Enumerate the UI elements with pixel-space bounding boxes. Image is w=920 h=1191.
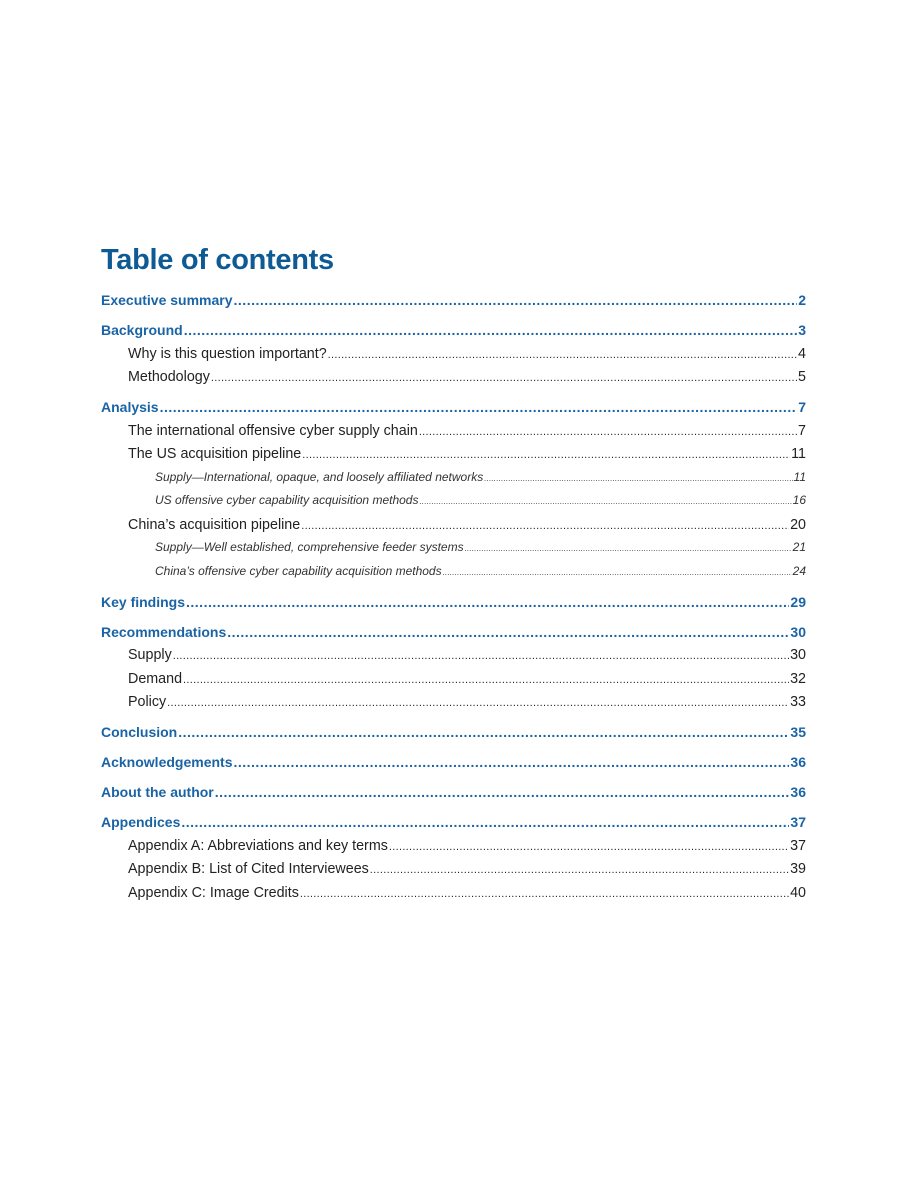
toc-entry-page-number: 37 <box>790 814 806 830</box>
toc-entry-page-number: 39 <box>790 861 806 877</box>
toc-entry[interactable] <box>101 322 806 346</box>
toc-entry[interactable] <box>101 423 806 447</box>
toc-entry[interactable] <box>101 724 806 748</box>
toc-entry[interactable] <box>101 838 806 862</box>
toc-entry-label: Appendix C: Image Credits <box>128 884 299 901</box>
toc-entry-label: Appendix B: List of Cited Interviewees <box>128 861 369 877</box>
toc-entry-label: China’s offensive cyber capability acquisition methods <box>155 563 442 578</box>
dot-leader <box>233 754 789 770</box>
toc-entry[interactable] <box>101 885 806 909</box>
table-of-contents <box>101 292 806 908</box>
dot-leader <box>302 449 790 461</box>
dot-leader <box>215 784 790 800</box>
toc-entry-label: Analysis <box>101 399 159 415</box>
page-title: Table of contents <box>101 244 334 276</box>
toc-entry-page-number: 36 <box>790 754 806 770</box>
toc-entry-page-number: 24 <box>792 563 806 578</box>
toc-entry-page-number: 11 <box>793 469 806 484</box>
toc-entry[interactable] <box>101 517 806 541</box>
toc-entry-label: Executive summary <box>101 292 233 308</box>
dot-leader <box>465 544 792 553</box>
toc-entry-label: Supply—International, opaque, and loosely affiliated networks <box>155 469 484 484</box>
toc-entry[interactable] <box>101 369 806 393</box>
toc-entry[interactable] <box>101 470 806 494</box>
toc-entry-label: Background <box>101 322 183 338</box>
toc-entry[interactable] <box>101 540 806 564</box>
toc-entry-label: The international offensive cyber supply chain <box>128 422 418 439</box>
toc-entry-label: US offensive cyber capability acquisition methods <box>155 493 419 507</box>
toc-entry[interactable] <box>101 861 806 885</box>
toc-entry-page-number: 37 <box>790 837 806 854</box>
dot-leader <box>301 520 789 532</box>
dot-leader <box>173 650 789 662</box>
toc-entry[interactable] <box>101 784 806 808</box>
toc-entry-label: Conclusion <box>101 724 178 740</box>
dot-leader <box>178 724 789 740</box>
toc-entry-page-number: 33 <box>790 694 806 710</box>
dot-leader <box>328 349 797 361</box>
toc-entry[interactable] <box>101 647 806 671</box>
toc-entry-label: Acknowledgements <box>101 754 233 770</box>
dot-leader <box>419 497 791 506</box>
toc-entry-label: Demand <box>128 670 183 687</box>
toc-entry-label: Supply—Well established, comprehensive feeder systems <box>155 540 464 554</box>
toc-entry[interactable] <box>101 671 806 695</box>
toc-entry-page-number: 21 <box>792 540 806 554</box>
toc-entry-label: The US acquisition pipeline <box>128 446 302 462</box>
toc-entry[interactable] <box>101 814 806 838</box>
dot-leader <box>419 426 797 438</box>
toc-entry[interactable] <box>101 292 806 316</box>
toc-entry-page-number: 40 <box>790 884 806 901</box>
toc-entry-page-number: 35 <box>790 724 806 740</box>
toc-entry-label: Recommendations <box>101 623 227 640</box>
dot-leader <box>370 864 789 876</box>
dot-leader <box>234 292 798 308</box>
toc-entry-page-number: 30 <box>790 647 806 663</box>
dot-leader <box>389 841 789 853</box>
dot-leader <box>443 568 792 577</box>
toc-entry-label: About the author <box>101 784 214 800</box>
toc-entry[interactable] <box>101 594 806 618</box>
dot-leader <box>184 322 798 338</box>
toc-entry-label: Appendix A: Abbreviations and key terms <box>128 837 388 854</box>
toc-entry[interactable] <box>101 346 806 370</box>
dot-leader <box>186 594 789 610</box>
toc-entry-page-number: 7 <box>798 399 806 415</box>
toc-entry[interactable] <box>101 694 806 718</box>
toc-entry[interactable] <box>101 493 806 517</box>
toc-entry-page-number: 4 <box>798 345 806 362</box>
dot-leader <box>183 674 789 686</box>
toc-entry-page-number: 7 <box>798 422 806 439</box>
dot-leader <box>227 624 789 640</box>
toc-entry-page-number: 2 <box>798 292 806 308</box>
dot-leader <box>300 888 789 900</box>
toc-entry-page-number: 29 <box>790 593 806 610</box>
toc-entry-label: Why is this question important? <box>128 345 327 362</box>
toc-entry-page-number: 32 <box>790 670 806 687</box>
toc-entry-page-number: 16 <box>792 493 806 507</box>
toc-entry[interactable] <box>101 624 806 648</box>
toc-entry-label: China’s acquisition pipeline <box>128 516 301 533</box>
toc-entry-page-number: 11 <box>791 446 806 462</box>
toc-entry-page-number: 20 <box>790 516 806 533</box>
toc-entry-label: Appendices <box>101 814 181 830</box>
dot-leader <box>484 474 792 483</box>
toc-entry-page-number: 5 <box>798 369 806 385</box>
toc-entry-page-number: 30 <box>790 623 806 640</box>
dot-leader <box>167 697 789 709</box>
toc-entry[interactable] <box>101 754 806 778</box>
toc-entry-label: Key findings <box>101 593 186 610</box>
toc-entry-label: Policy <box>128 694 167 710</box>
toc-entry[interactable] <box>101 446 806 470</box>
toc-entry[interactable] <box>101 399 806 423</box>
toc-entry-page-number: 3 <box>798 322 806 338</box>
dot-leader <box>211 372 797 384</box>
dot-leader <box>160 399 798 415</box>
toc-entry-label: Methodology <box>128 369 210 385</box>
dot-leader <box>181 814 789 830</box>
toc-entry-label: Supply <box>128 647 172 663</box>
toc-entry[interactable] <box>101 564 806 588</box>
toc-entry-page-number: 36 <box>790 784 806 800</box>
